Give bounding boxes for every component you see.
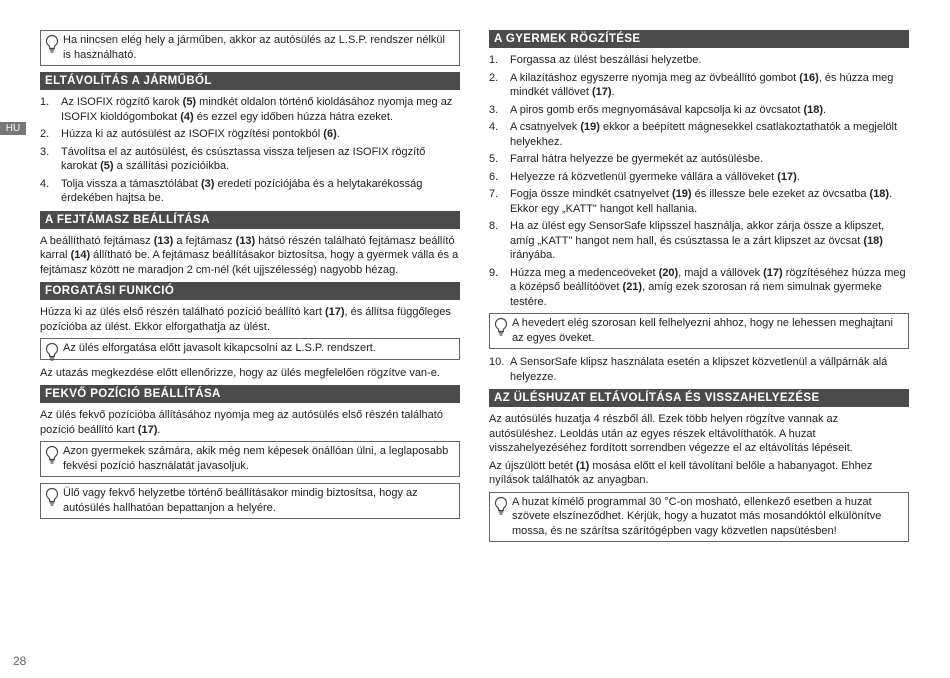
- list-item: [489, 266, 909, 310]
- note-rotation: [40, 338, 460, 360]
- list-text: A kilazításhoz egyszerre nyomja meg az övbeállító gombot (16), és húzza meg mindkét vállövet (17).: [510, 71, 894, 98]
- left-column: [40, 30, 460, 525]
- list-number: 3.: [489, 103, 499, 116]
- right-column: [489, 30, 909, 548]
- section-title-securing: A GYERMEK RÖGZÍTÉSE: [489, 30, 909, 48]
- note-recline-flat: [40, 441, 460, 477]
- list-text: Tolja vissza a támasztólábat (3) eredeti pozíciójába és a helytakarékosság érdekében hajtsa be.: [61, 177, 423, 204]
- section-title-recline: FEKVŐ POZÍCIÓ BEÁLLÍTÁSA: [40, 385, 460, 403]
- cover-text-2: Az újszülött betét (1) mosása előtt el kell távolítani belőle a habanyagot. Ehhez nyílások találhatók az anyagban.: [489, 459, 873, 486]
- list-item: [40, 127, 460, 142]
- list-item: [40, 177, 460, 206]
- list-text: Távolítsa el az autósülést, és csúsztassa vissza teljesen az ISOFIX rögzítő karokat (5) a szállítási pozícióikba.: [61, 145, 426, 172]
- list-item: [489, 187, 909, 216]
- recline-text: Az ülés fekvő pozícióba állításához nyomja meg az autósülés első részén található pozíció beállító kart (17).: [40, 409, 443, 436]
- note-washing: [489, 492, 909, 543]
- lightbulb-icon: [44, 342, 60, 362]
- section-title-removal: ELTÁVOLÍTÁS A JÁRMŰBŐL: [40, 72, 460, 90]
- page-number: 28: [13, 654, 27, 668]
- list-item: [489, 120, 909, 149]
- note-lsp-optional: [40, 30, 460, 66]
- lightbulb-icon: [44, 34, 60, 54]
- section-title-headrest: A FEJTÁMASZ BEÁLLÍTÁSA: [40, 211, 460, 229]
- list-text: A csatnyelvek (19) ekkor a beépített mágnesekkel csatlakoztathatók a megjelölt helyekhez.: [510, 121, 898, 148]
- list-item: [40, 145, 460, 174]
- note-text: A hevedert elég szorosan kell felhelyezni ahhoz, hogy ne lehessen meghajtani az egyes öveket.: [512, 317, 893, 344]
- list-text: A piros gomb erős megnyomásával kapcsolja ki az övcsatot (18).: [510, 103, 827, 116]
- list-text: Húzza ki az autósülést az ISOFIX rögzítési pontokból (6).: [61, 128, 340, 140]
- list-number: 9.: [489, 266, 499, 279]
- lightbulb-icon: [493, 317, 509, 337]
- list-number: 4.: [489, 121, 499, 133]
- list-number: 7.: [489, 188, 499, 200]
- list-item: [489, 71, 909, 100]
- note-text: Ülő vagy fekvő helyzetbe történő beállításakor mindig biztosítsa, hogy az autósülés hallhatóan bepattanjon a helyére.: [63, 487, 418, 514]
- lightbulb-icon: [44, 487, 60, 507]
- removal-steps: [40, 95, 460, 206]
- list-number: 1.: [40, 96, 50, 108]
- list-number: 3.: [40, 145, 50, 158]
- list-item: [489, 53, 909, 68]
- list-number: 2.: [489, 71, 499, 84]
- list-text: Forgassa az ülést beszállási helyzetbe.: [510, 54, 702, 66]
- list-item: [489, 103, 909, 118]
- list-number: 8.: [489, 220, 499, 232]
- list-text: Fogja össze mindkét csatnyelvet (19) és illessze bele ezeket az övcsatba (18). Ekkor egy „KATT" hangot kell hallania.: [510, 188, 893, 215]
- list-item: [489, 152, 909, 167]
- note-text: Ha nincsen elég hely a járműben, akkor az autósülés az L.S.P. rendszer nélkül is használható.: [63, 34, 445, 61]
- headrest-text: A beállítható fejtámasz (13) a fejtámasz (13) hátsó részén található fejtámasz beállító karral (14) állítható be. A fejtámasz beállításakor biztosítsa, hogy a gyermek válla és a fejtámasz között ne maradjon 2 cm-nél (két ujjszélesség) nagyobb hézag.: [40, 234, 459, 276]
- securing-step-10: [489, 355, 909, 384]
- section-title-cover: AZ ÜLÉSHUZAT ELTÁVOLÍTÁSA ÉS VISSZAHELYEZÉSE: [489, 389, 909, 407]
- lightbulb-icon: [44, 445, 60, 465]
- section-title-rotation: FORGATÁSI FUNKCIÓ: [40, 282, 460, 300]
- list-item: [40, 95, 460, 124]
- cover-text-1: Az autósülés huzatja 4 részből áll. Ezek több helyen rögzítve vannak az autósüléshez. Leoldás után az egyes részek eltávolíthatók. A huzat visszahelyezéséhez fordított sorrendben végezze el az eltávolítás lépéseit.: [489, 413, 853, 454]
- note-text: Azon gyermekek számára, akik még nem képesek önállóan ülni, a leglaposabb fekvési pozíció használatát javasoljuk.: [63, 445, 449, 472]
- note-recline-click: [40, 483, 460, 519]
- list-item: [489, 170, 909, 185]
- securing-steps: [489, 53, 909, 309]
- list-item: [489, 219, 909, 263]
- lightbulb-icon: [493, 496, 509, 516]
- note-text: Az ülés elforgatása előtt javasolt kikapcsolni az L.S.P. rendszert.: [63, 342, 376, 354]
- rotation-after-text: Az utazás megkezdése előtt ellenőrizze, hogy az ülés megfelelően rögzítve van-e.: [40, 366, 440, 379]
- language-tab: HU: [0, 122, 26, 135]
- list-text: Farral hátra helyezze be gyermekét az autósülésbe.: [510, 153, 764, 165]
- note-text: A huzat kímélő programmal 30 °C-on mosható, ellenkező esetben a huzat szövete elszíneződhet. Kérjük, hogy a huzatot más mosandóktól elkülönítve mossa, és ne szárítsa szárítógépben vagy közvetlen napsütésben!: [512, 495, 882, 537]
- list-text: Az ISOFIX rögzítő karok (5) mindkét oldalon történő kioldásához nyomja meg az ISOFIX kioldógombokat (4) és ezzel egy időben húzza hátra ezeket.: [61, 96, 453, 123]
- list-number: 2.: [40, 128, 50, 140]
- rotation-text: Húzza ki az ülés első részén található pozíció beállító kart (17), és állítsa függőleges pozícióba az ülést. Ekkor elforgathatja az ülést.: [40, 306, 451, 333]
- list-number: 6.: [489, 170, 499, 183]
- list-number: 1.: [489, 54, 499, 66]
- note-harness-tight: [489, 313, 909, 349]
- list-text: Húzza meg a medenceöveket (20), majd a vállövek (17) rögzítéséhez húzza meg a középső beállítóövet (21), amíg ezek szorosan rá nem simulnak gyermeke testére.: [510, 266, 906, 308]
- list-text: Helyezze rá közvetlenül gyermeke vállára a vállöveket (17).: [510, 170, 800, 183]
- list-item: 10. A SensorSafe klipsz használata esetén a klipszet közvetlenül a vállpárnák alá helyezze.: [489, 356, 888, 383]
- list-number: 5.: [489, 153, 499, 165]
- list-number: 4.: [40, 177, 50, 190]
- list-text: Ha az ülést egy SensorSafe klipsszel használja, akkor zárja össze a klipszet, amíg „KATT" hangot nem hall, és csúsztassa le a zárt klipszet az övcsat (18) irányába.: [510, 220, 885, 261]
